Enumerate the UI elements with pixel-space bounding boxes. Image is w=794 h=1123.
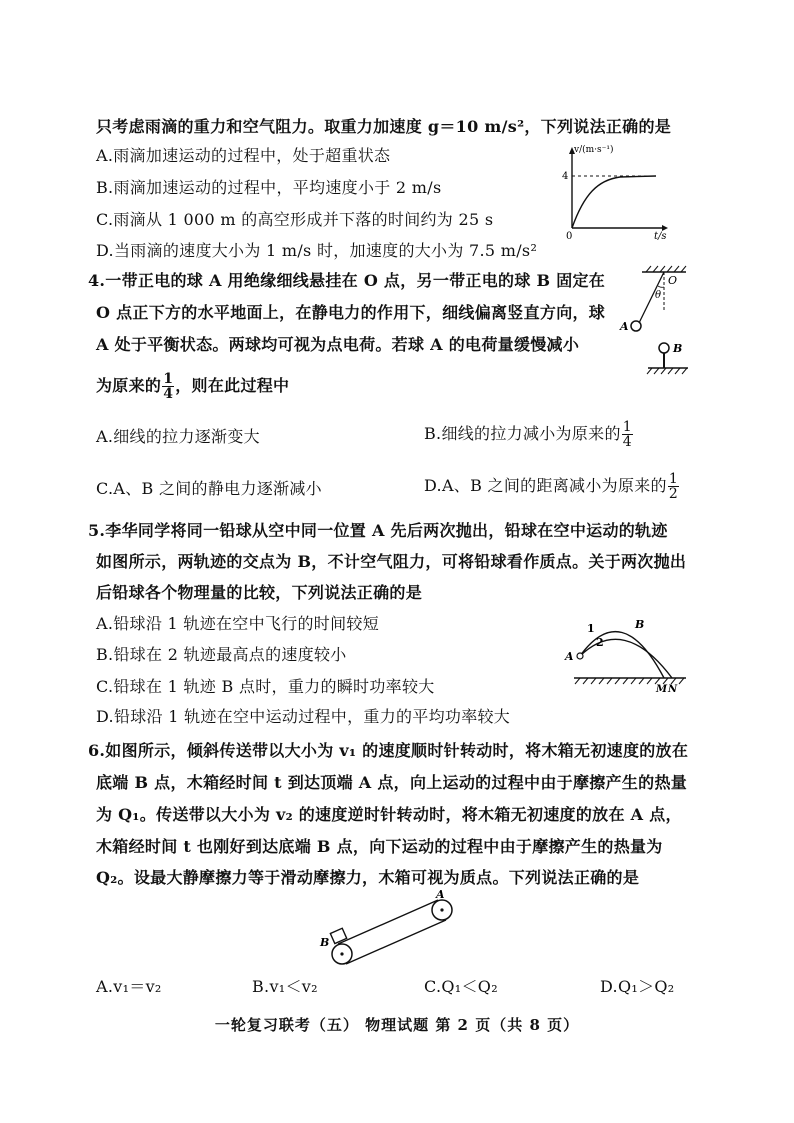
q4-pendulum-figure [612,264,692,380]
q6-stem-line-3: 为 Q₁。传送带以大小为 v₂ 的速度逆时针转动时，将木箱无初速度的放在 A 点， [96,805,682,824]
belt-bottom [346,920,446,964]
q6-option-c: C.Q₁＜Q₂ [424,977,498,996]
graph-origin: 0 [566,231,573,242]
q5-trajectory-figure [560,610,690,694]
q4-stem-pre: 为原来的 [96,376,162,395]
q3-velocity-time-graph [558,142,670,242]
q5-stem-line-1: 5.李华同学将同一铅球从空中同一位置 A 先后两次抛出，铅球在空中运动的轨迹 [88,521,668,540]
label-b: B [320,936,330,949]
q6-stem-line-5: Q₂。设最大静摩擦力等于滑动摩擦力，木箱可视为质点。下列说法正确的是 [96,868,640,887]
fraction: $\frac{1}{2}$ [668,471,679,502]
q5-option-c: C.铅球在 1 轨迹 B 点时，重力的瞬时功率较大 [96,677,435,696]
label-2: 2 [596,636,604,649]
q6-conveyor-figure [318,890,468,970]
q4-stem-line-3: A 处于平衡状态。两球均可视为点电荷。若球 A 的电荷量缓慢减小 [96,335,580,354]
label-1: 1 [587,622,595,635]
q3-option-c: C.雨滴从 1 000 m 的高空形成并下落的时间约为 25 s [96,210,494,229]
q4-stem-post: ，则在此过程中 [175,376,290,395]
label-a: A [565,650,574,663]
label-a: A [620,320,629,333]
ball-a [631,321,641,331]
q4-option-b: B.细线的拉力减小为原来的 $\frac{1}{4}$ [424,419,632,450]
graph-y-label: v/(m·s⁻¹) [574,145,614,155]
q5-option-b: B.铅球在 2 轨迹最高点的速度较小 [96,645,347,664]
fraction: $\frac{1}{4}$ [163,371,174,402]
label-b: B [673,342,683,355]
q6-option-a: A.v₁＝v₂ [96,977,162,996]
q6-option-d: D.Q₁＞Q₂ [600,977,675,996]
q5-stem-line-2: 如图所示，两轨迹的交点为 B，不计空气阻力，可将铅球看作质点。关于两次抛出 [96,552,687,571]
label-m: M [656,684,668,694]
label-o: O [668,274,678,287]
q4-option-d: D.A、B 之间的距离减小为原来的 $\frac{1}{2}$ [424,471,679,502]
q6-option-b: B.v₁＜v₂ [252,977,318,996]
trajectory-2 [580,639,672,678]
q5-option-d: D.铅球沿 1 轨迹在空中运动过程中，重力的平均功率较大 [96,707,511,726]
graph-x-label: t/s [654,231,667,242]
q3-stem: 只考虑雨滴的重力和空气阻力。取重力加速度 g＝10 m/s²，下列说法正确的是 [96,117,672,136]
label-n: N [668,684,678,694]
q6-stem-line-4: 木箱经时间 t 也刚好到达底端 B 点，向下运动的过程中由于摩擦产生的热量为 [96,837,663,856]
velocity-curve [572,176,656,228]
q3-option-b: B.雨滴加速运动的过程中，平均速度小于 2 m/s [96,178,442,197]
q4-option-a: A.细线的拉力逐渐变大 [96,427,260,446]
q3-option-d: D.当雨滴的速度大小为 1 m/s 时，加速度的大小为 7.5 m/s² [96,241,538,260]
q4-stem-line-4 [96,372,289,401]
q4-option-c: C.A、B 之间的静电力逐渐减小 [96,479,322,498]
q5-option-a: A.铅球沿 1 轨迹在空中飞行的时间较短 [96,614,379,633]
page-footer: 一轮复习联考（五） 物理试题 第 2 页（共 8 页） [214,1016,580,1034]
q6-stem-line-2: 底端 B 点，木箱经时间 t 到达顶端 A 点，向上运动的过程中由于摩擦产生的热量 [96,773,688,792]
label-b: B [635,618,645,631]
q3-option-a: A.雨滴加速运动的过程中，处于超重状态 [96,146,391,165]
graph-y-tick: 4 [562,171,569,182]
label-theta: θ [655,290,662,301]
q4-stem-line-2: O 点正下方的水平地面上，在静电力的作用下，细线偏离竖直方向，球 [96,303,606,322]
launch-point [577,653,583,659]
belt-top [338,900,438,944]
q5-stem-line-3: 后铅球各个物理量的比较，下列说法正确的是 [96,583,423,602]
q4-stem-line-1: 4.一带正电的球 A 用绝缘细线悬挂在 O 点，另一带正电的球 B 固定在 [88,271,606,290]
label-a: A [436,890,445,901]
fraction: $\frac{1}{4}$ [622,419,632,450]
ball-b [659,343,669,353]
q6-stem-line-1: 6.如图所示，倾斜传送带以大小为 v₁ 的速度顺时针转动时，将木箱无初速度的放在 [88,741,689,760]
